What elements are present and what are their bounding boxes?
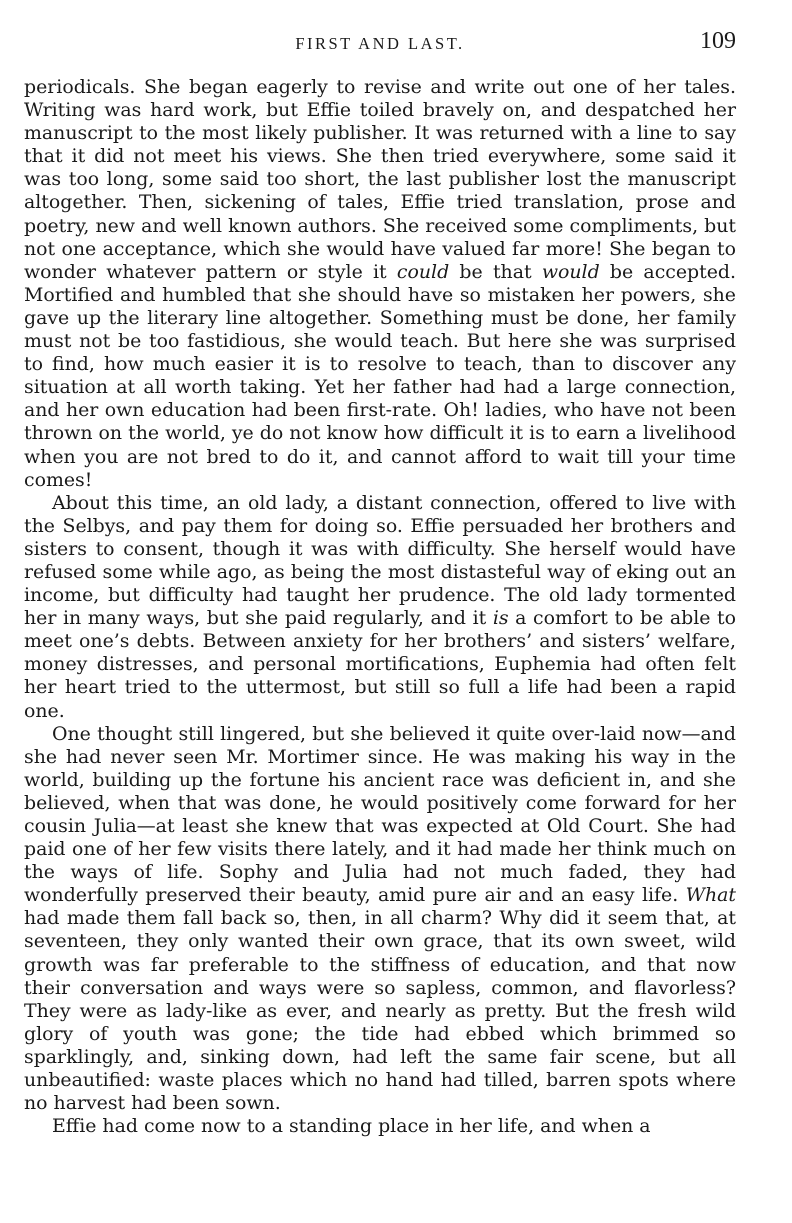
page-number: 109: [700, 28, 736, 54]
paragraph-4: [24, 1115, 736, 1138]
text-segment: About this time, an old lady, a distant connection, offered to live with the Selbys, and pay them for doing so. Effie persuaded her brothers and sisters to consent, though it was with difficulty. She herself would have refused some while ago, as being the most distasteful way of eking out an income, but difficulty had taught her prudence. The old lady tormented her in many ways, but she paid regularly, and it: [24, 491, 736, 630]
running-title: FIRST AND LAST.: [295, 34, 465, 53]
text-segment: be accepted. Mortified and humbled that she should have so mistaken her powers, she gave up the literary line altogether. Something must be done, her family must not be too fastidious, she would teach. But here she was surprised to find, how much easier it is to resolve to teach, than to discover any situation at all worth taking. Yet her father had had a large connection, and her own education had been first-rate. Oh! ladies, who have not been thrown on the world, ye do not know how difficult it is to earn a livelihood when you are not bred to do it, and cannot afford to wait till your time comes!: [24, 260, 736, 491]
italic-is: is: [492, 607, 509, 630]
paragraph-1: [24, 76, 736, 492]
text-segment: Effie had come now to a standing place in her life, and when a: [52, 1115, 651, 1138]
page-header: [24, 28, 736, 62]
text-segment: One thought still lingered, but she believed it quite over-laid now—and she had never seen Mr. Mortimer since. He was making his way in the world, building up the fortune his ancient race was deficient in, and she believed, when that was done, he would positively come forward for her cousin Julia—at least she knew that was expected at Old Court. She had paid one of her few visits there lately, and it had made her think much on the ways of life. Sophy and Julia had not much faded, they had wonderfully preserved their beauty, amid pure air and an easy life.: [24, 722, 736, 907]
text-segment: be that: [449, 260, 542, 283]
body-text: [24, 76, 736, 1138]
italic-could: could: [396, 260, 450, 283]
italic-would: would: [541, 260, 600, 283]
paragraph-2: [24, 492, 736, 723]
text-segment: had made them fall back so, then, in all charm? Why did it seem that, at seventeen, they only wanted their own grace, that its own sweet, wild growth was far preferable to the stiffness of education, and that now their conversation and ways were so sapless, common, and flavorless? They were as lady-like as ever, and nearly as pretty. But the fresh wild glory of youth was gone; the tide had ebbed which brimmed so sparklingly, and, sinking down, had left the same fair scene, but all unbeautified: waste places which no hand had tilled, barren spots where no harvest had been sown.: [24, 907, 736, 1115]
book-page: [24, 28, 736, 1138]
paragraph-3: [24, 723, 736, 1116]
italic-what: What: [685, 884, 736, 907]
text-segment: periodicals. She began eagerly to revise and write out one of her tales. Writing was hard work, but Effie toiled bravely on, and despatched her manuscript to the most likely publisher. It was returned with a line to say that it did not meet his views. She then tried everywhere, some said it was too long, some said too short, the last publisher lost the manuscript altogether. Then, sickening of tales, Effie tried translation, prose and poetry, new and well known authors. She received some compliments, but not one acceptance, which she would have valued far more! She began to wonder whatever pattern or style it: [24, 76, 736, 283]
text-segment: a comfort to be able to meet one’s debts. Between anxiety for her brothers’ and sisters’ welfare, money distresses, and personal mortifications, Euphemia had often felt her heart tried to the uttermost, but still so full a life had been a rapid one.: [24, 607, 736, 722]
